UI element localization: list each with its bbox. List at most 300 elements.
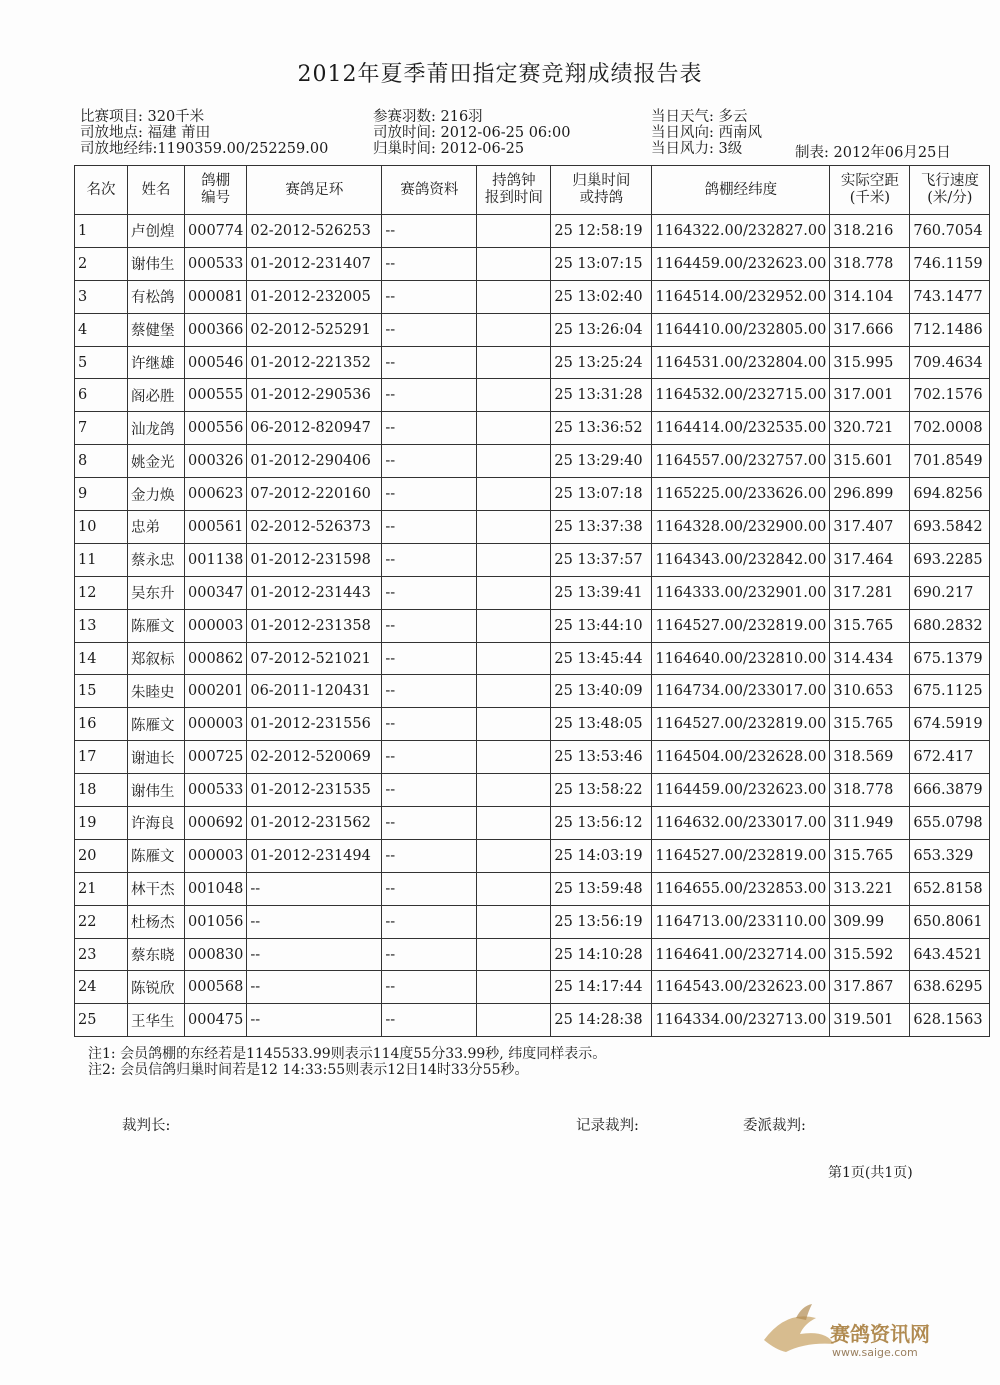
page-number: 第1页(共1页): [828, 1165, 913, 1181]
cell-rank: 16: [75, 708, 128, 741]
cell-return-time: 25 13:07:15: [551, 247, 652, 280]
cell-pigeon-info: --: [382, 938, 477, 971]
cell-loft-coords: 1164527.00/232819.00: [652, 708, 830, 741]
cell-pigeon-info: --: [382, 642, 477, 675]
cell-loft-coords: 1164459.00/232623.00: [652, 774, 830, 807]
cell-name: 金力焕: [128, 478, 185, 511]
cell-loft-coords: 1164414.00/232535.00: [652, 412, 830, 445]
info-release-place: 司放地点: 福建 莆田: [80, 125, 211, 141]
header-line: 鸽棚经纬度: [704, 181, 778, 198]
cell-rank: 20: [75, 839, 128, 872]
cell-clock-time: [477, 280, 551, 313]
cell-name: 朱睦史: [128, 675, 185, 708]
cell-speed: 653.329: [910, 839, 990, 872]
cell-loft-coords: 1164504.00/232628.00: [652, 741, 830, 774]
cell-loft-id: 000568: [185, 971, 247, 1004]
cell-return-time: 25 12:58:19: [551, 215, 652, 248]
cell-rank: 12: [75, 576, 128, 609]
cell-name: 王华生: [128, 1004, 185, 1037]
cell-ring: 01-2012-231535: [247, 774, 382, 807]
cell-loft-coords: 1164459.00/232623.00: [652, 247, 830, 280]
cell-loft-id: 000003: [185, 609, 247, 642]
cell-name: 林干杰: [128, 872, 185, 905]
cell-rank: 6: [75, 379, 128, 412]
cell-rank: 21: [75, 872, 128, 905]
cell-loft-id: 000561: [185, 511, 247, 544]
cell-pigeon-info: --: [382, 675, 477, 708]
cell-return-time: 25 13:44:10: [551, 609, 652, 642]
table-row: [75, 313, 990, 346]
cell-name: 郑叙标: [128, 642, 185, 675]
header-rank: [75, 166, 128, 215]
cell-loft-coords: 1164527.00/232819.00: [652, 839, 830, 872]
header-line: 鸽棚: [201, 173, 231, 189]
cell-loft-id: 000081: [185, 280, 247, 313]
cell-clock-time: [477, 839, 551, 872]
cell-name: 姚金光: [128, 445, 185, 478]
cell-name: 谢伟生: [128, 247, 185, 280]
cell-loft-coords: 1164641.00/232714.00: [652, 938, 830, 971]
cell-return-time: 25 13:53:46: [551, 741, 652, 774]
cell-loft-id: 000533: [185, 774, 247, 807]
cell-clock-time: [477, 938, 551, 971]
cell-loft-coords: 1164527.00/232819.00: [652, 609, 830, 642]
cell-speed: 628.1563: [910, 1004, 990, 1037]
table-row: [75, 1004, 990, 1037]
cell-distance: 315.765: [830, 708, 910, 741]
cell-speed: 680.2832: [910, 609, 990, 642]
cell-name: 汕龙鸽: [128, 412, 185, 445]
cell-loft-coords: 1164343.00/232842.00: [652, 543, 830, 576]
watermark-url: www.saige.com: [832, 1346, 918, 1359]
cell-loft-id: 001138: [185, 543, 247, 576]
table-row: [75, 609, 990, 642]
cell-loft-coords: 1164328.00/232900.00: [652, 511, 830, 544]
table-row: [75, 971, 990, 1004]
cell-speed: 652.8158: [910, 872, 990, 905]
info-release-coords: 司放地经纬:1190359.00/252259.00: [80, 141, 329, 157]
info-release-time: 司放时间: 2012-06-25 06:00: [373, 125, 571, 141]
cell-distance: 319.501: [830, 1004, 910, 1037]
cell-pigeon-info: --: [382, 543, 477, 576]
cell-name: 许继雄: [128, 346, 185, 379]
cell-return-time: 25 13:40:09: [551, 675, 652, 708]
info-column-3: [651, 109, 762, 157]
cell-pigeon-info: --: [382, 1004, 477, 1037]
cell-loft-id: 000366: [185, 313, 247, 346]
cell-clock-time: [477, 741, 551, 774]
cell-loft-id: 000201: [185, 675, 247, 708]
cell-return-time: 25 13:48:05: [551, 708, 652, 741]
cell-loft-id: 000326: [185, 445, 247, 478]
cell-speed: 693.2285: [910, 543, 990, 576]
cell-ring: 01-2012-231407: [247, 247, 382, 280]
header-line: (千米): [849, 190, 891, 206]
cell-name: 忠弟: [128, 511, 185, 544]
cell-loft-coords: 1164322.00/232827.00: [652, 215, 830, 248]
results-table: [74, 165, 990, 1037]
cell-loft-coords: 1165225.00/233626.00: [652, 478, 830, 511]
table-row: [75, 774, 990, 807]
cell-return-time: 25 13:31:28: [551, 379, 652, 412]
cell-loft-id: 000623: [185, 478, 247, 511]
cell-ring: 01-2012-290406: [247, 445, 382, 478]
cell-pigeon-info: --: [382, 609, 477, 642]
cell-loft-id: 000347: [185, 576, 247, 609]
table-header-row: [75, 166, 990, 215]
table-row: [75, 445, 990, 478]
cell-loft-id: 000546: [185, 346, 247, 379]
info-return-time: 归巢时间: 2012-06-25: [373, 141, 525, 157]
info-wind-direction: 当日风向: 西南风: [651, 125, 762, 141]
cell-clock-time: [477, 445, 551, 478]
cell-distance: 317.666: [830, 313, 910, 346]
cell-speed: 675.1379: [910, 642, 990, 675]
cell-loft-coords: 1164531.00/232804.00: [652, 346, 830, 379]
cell-ring: --: [247, 971, 382, 1004]
cell-distance: 310.653: [830, 675, 910, 708]
table-row: [75, 215, 990, 248]
cell-rank: 1: [75, 215, 128, 248]
table-row: [75, 511, 990, 544]
note-2: 注2: 会员信鸽归巢时间若是12 14:33:55则表示12日14时33分55秒。: [88, 1062, 529, 1078]
table-row: [75, 642, 990, 675]
cell-return-time: 25 13:37:38: [551, 511, 652, 544]
cell-ring: 07-2012-521021: [247, 642, 382, 675]
cell-loft-coords: 1164640.00/232810.00: [652, 642, 830, 675]
cell-rank: 19: [75, 807, 128, 840]
info-wind-force: 当日风力: 3级: [651, 141, 743, 157]
cell-return-time: 25 13:39:41: [551, 576, 652, 609]
cell-speed: 690.217: [910, 576, 990, 609]
cell-return-time: 25 14:28:38: [551, 1004, 652, 1037]
cell-pigeon-info: --: [382, 872, 477, 905]
recording-referee-label: 记录裁判:: [576, 1118, 639, 1134]
table-row: [75, 478, 990, 511]
cell-clock-time: [477, 1004, 551, 1037]
cell-rank: 13: [75, 609, 128, 642]
cell-ring: 02-2012-526373: [247, 511, 382, 544]
cell-return-time: 25 13:26:04: [551, 313, 652, 346]
cell-pigeon-info: --: [382, 280, 477, 313]
cell-return-time: 25 13:36:52: [551, 412, 652, 445]
table-row: [75, 543, 990, 576]
cell-rank: 2: [75, 247, 128, 280]
cell-loft-id: 000774: [185, 215, 247, 248]
cell-rank: 3: [75, 280, 128, 313]
appointed-referee-label: 委派裁判:: [743, 1118, 806, 1134]
cell-ring: 01-2012-221352: [247, 346, 382, 379]
header-line: 名次: [86, 181, 116, 198]
cell-return-time: 25 13:56:19: [551, 905, 652, 938]
cell-loft-id: 001048: [185, 872, 247, 905]
table-row: [75, 576, 990, 609]
cell-name: 陈雁文: [128, 839, 185, 872]
cell-name: 陈雁文: [128, 609, 185, 642]
cell-speed: 702.0008: [910, 412, 990, 445]
cell-rank: 10: [75, 511, 128, 544]
cell-distance: 315.765: [830, 609, 910, 642]
cell-rank: 18: [75, 774, 128, 807]
cell-pigeon-info: --: [382, 839, 477, 872]
cell-name: 陈雁文: [128, 708, 185, 741]
cell-name: 有松鸽: [128, 280, 185, 313]
cell-loft-id: 000555: [185, 379, 247, 412]
cell-pigeon-info: --: [382, 247, 477, 280]
table-row: [75, 412, 990, 445]
cell-pigeon-info: --: [382, 511, 477, 544]
cell-distance: 318.216: [830, 215, 910, 248]
table-row: [75, 247, 990, 280]
cell-loft-id: 000475: [185, 1004, 247, 1037]
cell-return-time: 25 13:07:18: [551, 478, 652, 511]
cell-pigeon-info: --: [382, 971, 477, 1004]
cell-rank: 17: [75, 741, 128, 774]
cell-loft-coords: 1164655.00/232853.00: [652, 872, 830, 905]
header-return-time: [551, 166, 652, 215]
cell-clock-time: [477, 313, 551, 346]
cell-ring: 01-2012-232005: [247, 280, 382, 313]
cell-speed: 693.5842: [910, 511, 990, 544]
cell-ring: 01-2012-231494: [247, 839, 382, 872]
cell-distance: 313.221: [830, 872, 910, 905]
cell-loft-id: 000533: [185, 247, 247, 280]
cell-speed: 655.0798: [910, 807, 990, 840]
table-row: [75, 905, 990, 938]
cell-loft-coords: 1164333.00/232901.00: [652, 576, 830, 609]
cell-distance: 317.407: [830, 511, 910, 544]
cell-distance: 317.464: [830, 543, 910, 576]
cell-rank: 11: [75, 543, 128, 576]
header-line: 编号: [201, 190, 231, 206]
cell-ring: 06-2011-120431: [247, 675, 382, 708]
cell-name: 谢迪长: [128, 741, 185, 774]
cell-distance: 317.867: [830, 971, 910, 1004]
cell-ring: 02-2012-520069: [247, 741, 382, 774]
cell-distance: 317.001: [830, 379, 910, 412]
cell-distance: 314.104: [830, 280, 910, 313]
cell-distance: 318.778: [830, 774, 910, 807]
header-line: 实际空距: [840, 173, 899, 189]
cell-pigeon-info: --: [382, 215, 477, 248]
table-row: [75, 280, 990, 313]
cell-speed: 666.3879: [910, 774, 990, 807]
info-column-2: [373, 109, 571, 157]
watermark-site-name: 赛鸽资讯网: [830, 1322, 930, 1346]
cell-ring: 01-2012-231556: [247, 708, 382, 741]
cell-loft-coords: 1164410.00/232805.00: [652, 313, 830, 346]
cell-return-time: 25 13:59:48: [551, 872, 652, 905]
cell-clock-time: [477, 609, 551, 642]
info-entry-count: 参赛羽数: 216羽: [373, 109, 483, 125]
cell-loft-coords: 1164557.00/232757.00: [652, 445, 830, 478]
cell-pigeon-info: --: [382, 708, 477, 741]
cell-rank: 22: [75, 905, 128, 938]
cell-distance: 296.899: [830, 478, 910, 511]
cell-pigeon-info: --: [382, 741, 477, 774]
note-1: 注1: 会员鸽棚的东经若是1145533.99则表示114度55分33.99秒, 纬度同样表示。: [88, 1046, 607, 1062]
cell-clock-time: [477, 576, 551, 609]
cell-clock-time: [477, 412, 551, 445]
cell-rank: 9: [75, 478, 128, 511]
table-row: [75, 839, 990, 872]
header-speed: [910, 166, 990, 215]
cell-loft-coords: 1164514.00/232952.00: [652, 280, 830, 313]
cell-rank: 15: [75, 675, 128, 708]
cell-loft-id: 000003: [185, 839, 247, 872]
cell-pigeon-info: --: [382, 313, 477, 346]
cell-distance: 309.99: [830, 905, 910, 938]
notes: [88, 1046, 606, 1078]
cell-ring: 07-2012-220160: [247, 478, 382, 511]
cell-distance: 318.569: [830, 741, 910, 774]
cell-return-time: 25 14:03:19: [551, 839, 652, 872]
header-line: 赛鸽资料: [400, 181, 459, 198]
cell-pigeon-info: --: [382, 774, 477, 807]
cell-ring: 01-2012-290536: [247, 379, 382, 412]
cell-loft-id: 000862: [185, 642, 247, 675]
cell-ring: --: [247, 1004, 382, 1037]
header-line: 持鸽钟: [492, 173, 536, 189]
cell-loft-id: 000556: [185, 412, 247, 445]
header-ring: [247, 166, 382, 215]
cell-ring: 01-2012-231358: [247, 609, 382, 642]
table-maker-date: 制表: 2012年06月25日: [795, 145, 951, 161]
cell-rank: 4: [75, 313, 128, 346]
cell-clock-time: [477, 708, 551, 741]
cell-ring: 01-2012-231443: [247, 576, 382, 609]
cell-clock-time: [477, 478, 551, 511]
cell-name: 蔡东晓: [128, 938, 185, 971]
header-loft-id: [185, 166, 247, 215]
cell-name: 谢伟生: [128, 774, 185, 807]
cell-speed: 746.1159: [910, 247, 990, 280]
header-line: 飞行速度: [920, 173, 979, 189]
cell-clock-time: [477, 379, 551, 412]
table-row: [75, 708, 990, 741]
cell-ring: --: [247, 938, 382, 971]
cell-pigeon-info: --: [382, 445, 477, 478]
cell-loft-coords: 1164532.00/232715.00: [652, 379, 830, 412]
cell-name: 蔡永忠: [128, 543, 185, 576]
cell-pigeon-info: --: [382, 478, 477, 511]
cell-distance: 315.601: [830, 445, 910, 478]
info-race-item: 比赛项目: 320千米: [80, 109, 205, 125]
cell-return-time: 25 13:29:40: [551, 445, 652, 478]
chief-referee-label: 裁判长:: [122, 1118, 171, 1134]
cell-clock-time: [477, 247, 551, 280]
cell-name: 杜杨杰: [128, 905, 185, 938]
header-line: (米/分): [927, 190, 973, 206]
cell-clock-time: [477, 774, 551, 807]
cell-clock-time: [477, 511, 551, 544]
cell-ring: 01-2012-231598: [247, 543, 382, 576]
cell-rank: 8: [75, 445, 128, 478]
cell-speed: 638.6295: [910, 971, 990, 1004]
cell-rank: 5: [75, 346, 128, 379]
cell-return-time: 25 13:02:40: [551, 280, 652, 313]
cell-return-time: 25 13:25:24: [551, 346, 652, 379]
cell-loft-id: 000692: [185, 807, 247, 840]
cell-return-time: 25 13:56:12: [551, 807, 652, 840]
cell-clock-time: [477, 807, 551, 840]
header-line: 或持鸽: [579, 190, 624, 206]
cell-distance: 315.995: [830, 346, 910, 379]
cell-name: 卢创煌: [128, 215, 185, 248]
cell-clock-time: [477, 872, 551, 905]
cell-speed: 694.8256: [910, 478, 990, 511]
cell-speed: 701.8549: [910, 445, 990, 478]
table-row: [75, 807, 990, 840]
header-pigeon-info: [382, 166, 477, 215]
cell-loft-coords: 1164734.00/233017.00: [652, 675, 830, 708]
table-row: [75, 346, 990, 379]
cell-loft-coords: 1164713.00/233110.00: [652, 905, 830, 938]
cell-speed: 674.5919: [910, 708, 990, 741]
cell-distance: 315.592: [830, 938, 910, 971]
cell-name: 陈锐欣: [128, 971, 185, 1004]
cell-rank: 7: [75, 412, 128, 445]
cell-loft-id: 000830: [185, 938, 247, 971]
cell-return-time: 25 13:45:44: [551, 642, 652, 675]
cell-ring: 02-2012-525291: [247, 313, 382, 346]
report-title: 2012年夏季莆田指定赛竞翔成绩报告表: [297, 62, 703, 87]
cell-distance: 311.949: [830, 807, 910, 840]
cell-name: 阁必胜: [128, 379, 185, 412]
cell-loft-coords: 1164632.00/233017.00: [652, 807, 830, 840]
table-row: [75, 938, 990, 971]
header-line: 赛鸽足环: [285, 181, 344, 198]
info-weather: 当日天气: 多云: [651, 109, 748, 125]
cell-return-time: 25 13:58:22: [551, 774, 652, 807]
header-clock-time: [477, 166, 551, 215]
cell-clock-time: [477, 905, 551, 938]
header-line: 姓名: [141, 181, 171, 198]
cell-return-time: 25 14:17:44: [551, 971, 652, 1004]
cell-loft-id: 001056: [185, 905, 247, 938]
cell-speed: 650.8061: [910, 905, 990, 938]
cell-distance: 318.778: [830, 247, 910, 280]
cell-name: 蔡健堡: [128, 313, 185, 346]
cell-speed: 702.1576: [910, 379, 990, 412]
info-column-1: [80, 109, 328, 157]
cell-ring: 06-2012-820947: [247, 412, 382, 445]
cell-clock-time: [477, 346, 551, 379]
cell-return-time: 25 14:10:28: [551, 938, 652, 971]
cell-pigeon-info: --: [382, 905, 477, 938]
header-loft-coords: [652, 166, 830, 215]
cell-pigeon-info: --: [382, 807, 477, 840]
cell-ring: 02-2012-526253: [247, 215, 382, 248]
header-distance: [830, 166, 910, 215]
table-row: [75, 675, 990, 708]
cell-rank: 24: [75, 971, 128, 1004]
cell-ring: --: [247, 905, 382, 938]
cell-clock-time: [477, 642, 551, 675]
cell-distance: 320.721: [830, 412, 910, 445]
cell-distance: 317.281: [830, 576, 910, 609]
cell-return-time: 25 13:37:57: [551, 543, 652, 576]
cell-pigeon-info: --: [382, 576, 477, 609]
table-row: [75, 872, 990, 905]
table-row: [75, 741, 990, 774]
cell-speed: 643.4521: [910, 938, 990, 971]
cell-pigeon-info: --: [382, 346, 477, 379]
header-line: 归巢时间: [572, 173, 631, 189]
cell-ring: --: [247, 872, 382, 905]
cell-loft-coords: 1164334.00/232713.00: [652, 1004, 830, 1037]
cell-clock-time: [477, 971, 551, 1004]
